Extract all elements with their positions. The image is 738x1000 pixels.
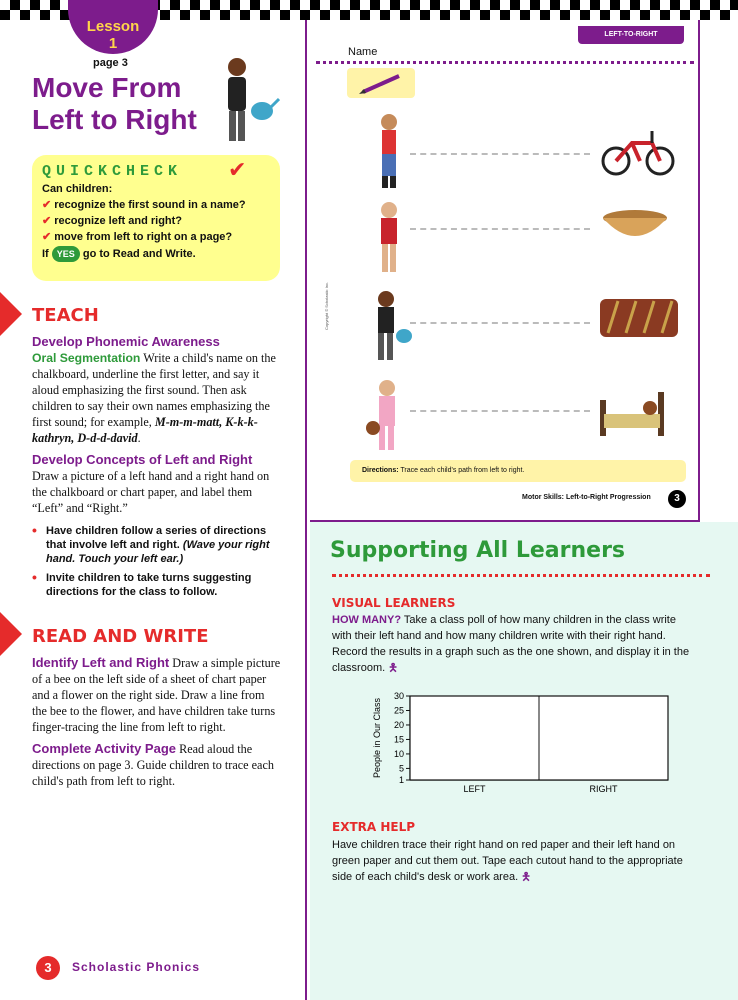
bowl-illustration (600, 208, 670, 244)
page-number: 3 (36, 956, 60, 980)
page-title (32, 72, 197, 136)
section-arrow-icon (0, 292, 22, 336)
boy-watering-can-illustration (215, 55, 280, 150)
girl-teddy-bear-illustration (365, 378, 407, 452)
y-tick-label: 30 (393, 691, 404, 701)
checkmark-icon: ✔ (42, 199, 52, 211)
extra-help-text: Have children trace their right hand on red paper and their left hand on green paper and cut them out. Tape each cutout hand to the appropriate side of each child's desk or work area. 🯅 (332, 839, 683, 883)
quickcheck-item: ✔ move from left to right on a page? (42, 231, 233, 243)
read-write-heading: READ AND WRITE (32, 626, 209, 647)
y-tick-label: 5 (398, 763, 404, 774)
read-write-paragraph2: Complete Activity Page Read aloud the directions on page 3. Guide children to trace each child's path from left to right. (32, 741, 274, 788)
y-tick-label: 10 (393, 748, 404, 759)
activity-page-number: 3 (668, 490, 686, 508)
teach-sub2: Develop Concepts of Left and Right (32, 452, 253, 467)
bed-illustration (596, 388, 670, 440)
yes-badge: YES (52, 246, 80, 262)
garden-illustration (598, 293, 680, 341)
y-tick-label: 20 (393, 719, 404, 730)
lesson-label: Lesson (86, 18, 140, 35)
quickcheck-item: ✔ recognize left and right? (42, 215, 183, 227)
y-axis-label: People in Our Class (372, 697, 382, 779)
teach-heading: TEACH (32, 305, 99, 326)
visual-learners-text: HOW MANY? Take a class poll of how many children in the class write with their left hand and how many children write with their right hand. Record the results in a graph such as the one shown, and display it in the classroom. 🯅 (332, 614, 690, 674)
trace-line (410, 228, 590, 230)
paper-dolls-icon: 🯅 (388, 662, 398, 674)
checkmark-icon: ✔ (42, 231, 52, 243)
x-tick-label: LEFT (463, 784, 486, 794)
checkmark-icon: ✔ (42, 215, 52, 227)
boy-illustration (372, 112, 406, 190)
lesson-number: 1 (108, 35, 118, 52)
visual-learners-heading: VISUAL LEARNERS (332, 596, 456, 610)
section-arrow-icon (0, 612, 22, 656)
person-icon: 🯅 (521, 871, 531, 883)
list-item: • Invite children to take turns suggesting directions for the class to follow. (32, 571, 282, 599)
trace-line (410, 322, 590, 324)
left-to-right-tab: LEFT-TO-RIGHT (578, 26, 684, 44)
bicycle-illustration (600, 125, 676, 177)
extra-help-heading: EXTRA HELP (332, 820, 416, 834)
list-item: • Have children follow a series of directions that involve left and right. (Wave your right hand. Touch your left ear.) (32, 524, 282, 566)
column-divider (305, 20, 307, 1000)
hand-poll-chart (370, 690, 670, 800)
y-tick-label: 1 (398, 775, 404, 785)
girl-illustration (372, 200, 406, 275)
support-heading: Supporting All Learners (330, 538, 626, 563)
title-line1: Move From (32, 72, 182, 103)
pencil-icon (347, 68, 415, 98)
teach-paragraph1: Oral Segmentation Write a child's name on the chalkboard, underline the first letter, and say it aloud emphasizing the first sound. Then ask children to say their own names emphasizing the first sound; for example, M-m-m-matt, K-k-k-kathryn, D-d-d-david. (32, 351, 276, 445)
lesson-tab (68, 0, 158, 54)
trace-line (410, 153, 590, 155)
page-ref: page 3 (93, 57, 128, 69)
quickcheck-item: ✔ recognize the first sound in a name? (42, 199, 246, 211)
trace-line (410, 410, 590, 412)
quickcheck-heading: QUICKCHECK (42, 163, 183, 180)
copyright-text: Copyright © Scholastic Inc. (324, 281, 329, 330)
pencil-box (347, 68, 415, 98)
quickcheck-intro: Can children: (42, 183, 113, 195)
quickcheck-if: If YES go to Read and Write. (42, 248, 196, 260)
name-label: Name (348, 46, 378, 58)
teach-bullets (32, 524, 282, 604)
dotted-divider (332, 574, 710, 577)
boy-watering-can-illustration (370, 290, 412, 362)
checkmark-icon: ✔ (228, 157, 247, 182)
y-tick-label: 25 (393, 705, 404, 716)
y-tick-label: 15 (393, 734, 404, 745)
quickcheck-box (32, 155, 280, 281)
x-tick-label: RIGHT (589, 784, 618, 794)
book-title: Scholastic Phonics (72, 960, 201, 974)
teach-paragraph2: Draw a picture of a left hand and a right hand on the chalkboard or chart paper, and label them “Left” and “Right.” (32, 469, 270, 515)
name-line (316, 61, 694, 64)
teach-sub1: Develop Phonemic Awareness (32, 334, 220, 349)
read-write-paragraph1: Identify Left and Right Draw a simple picture of a bee on the left side of a sheet of chart paper and a flower on the right side. Draw a line from the bee to the flower, and have children take turns finger-tracing the line from left to right. (32, 655, 281, 734)
activity-footer: Motor Skills: Left-to-Right Progression (522, 494, 651, 501)
title-line2: Left to Right (32, 104, 197, 135)
directions-box: Directions: Trace each child's path from left to right. (350, 460, 686, 482)
